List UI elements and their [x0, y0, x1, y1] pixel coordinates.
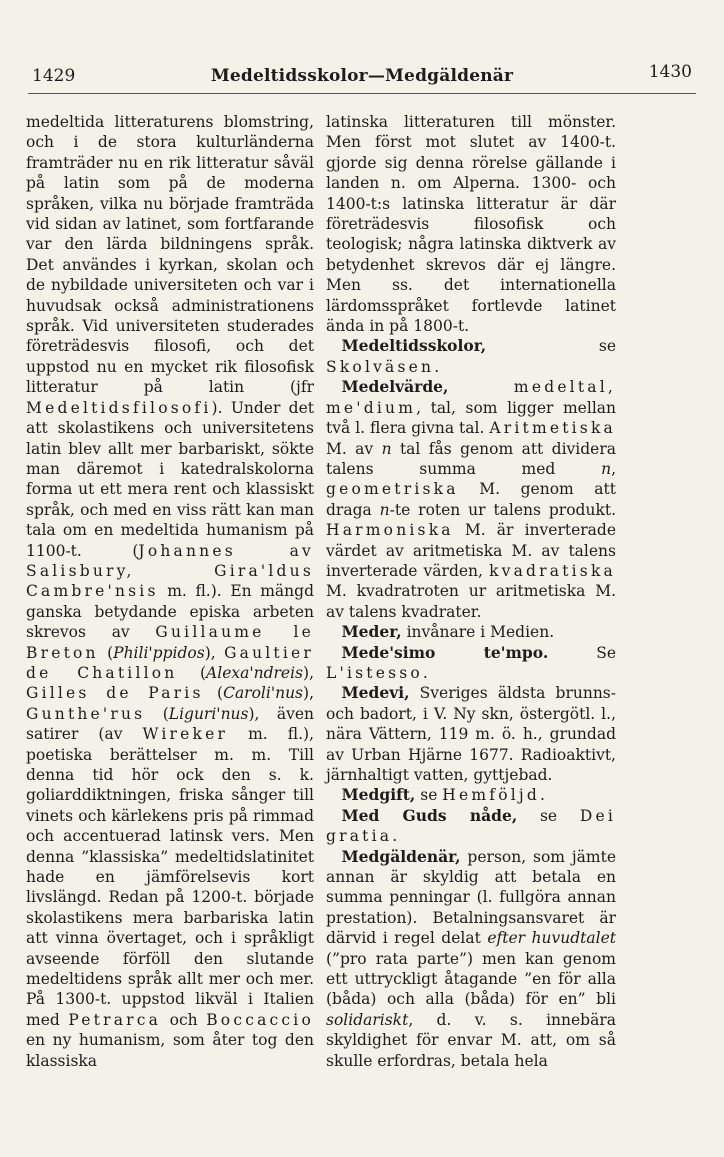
- lemma-medelvarde: Medelvärde,: [341, 377, 449, 397]
- entry-medesimo-tempo: Mede'simo te'mpo. Se L'istesso.: [326, 642, 616, 682]
- crossref-medeltidsfilosofi: Medeltidsfilosofi: [26, 398, 212, 417]
- lemma-medgift: Medgift,: [341, 785, 416, 805]
- running-title: Medeltidsskolor—Medgäldenär: [210, 66, 514, 86]
- lemma-medgaldenar: Medgäldenär,: [341, 846, 461, 866]
- author-gaultier: Gaultier de Chatillon: [26, 643, 314, 682]
- author-boccaccio: Boccaccio: [206, 1010, 314, 1029]
- left-column: [26, 112, 314, 1071]
- entry-medelvarde: Medelvärde, medeltal, me'dium, tal, som ligger mellan två l. flera givna tal. Aritmetiska M. av n tal fås genom att dividera talens summa med n, geometriska M. genom att draga n-te roten ur talens produkt. Harmoniska M. är inverterade värdet av aritmetiska M. av talens inverterade värden, kvadratiska M. kvadratroten ur aritmetiska M. av talens kvadrater.: [326, 377, 617, 621]
- medeltidslatin-continuation: medeltida litteraturens blomstring, och i de stora kulturländerna framträder nu en rik litteratur såväl på latin som på de moderna språken, vilka nu började framträda vid sidan av latinet, som fortfarande var den lärda bildningens språk. Det användes i kyrkan, skolan och de nybildade universiteten och var i huvudsak också administrationens språk. Vid universiteten studerades företrädesvis filosofi, och det uppstod nu en mycket rik filosofisk litteratur på latin (jfr Medeltidsfilosofi). Under det att skolastikens och universitetens latin blev allt mer barbariskt, sökte man däremot i katedralskolorna forma ut ett mera rent och klassiskt språk, och med en viss rätt kan man tala om en medeltida humanism på 1100-t. (Johannes av Salisbury, Gira'ldus Cambre'nsis m. fl.). En mängd ganska betydande episka arbeten skrevos av Guillaume le Breton (Phili'ppidos), Gaultier de Chatillon (Alexa'ndreis), Gilles de Paris (Caroli'nus), Gunthe'rus (Liguri'nus), även satirer (av Wireker m. fl.), poetiska berättelser m. m. Till denna tid hör ock den s. k. goliarddiktningen, friska sånger till vinets och kärlekens pris på rimmad och accentuerad latinsk vers. Men denna ”klassiska” medeltidslatinitet hade en jämförelsevis kort livslängd. Redan på 1200-t. började skolastikens mera barbariska latin att vinna övertaget, och i språkligt avseende förföll den slutande medeltidens språk allt mer och mer. På 1300-t. uppstod likväl i Italien med Petrarca och Boccaccio en ny humanism, som åter tog den klassiska: [26, 113, 315, 1070]
- lemma-medesimo-tempo: Mede'simo te'mpo.: [341, 642, 549, 662]
- right-page-number: 1430: [648, 62, 692, 82]
- crossref-dei-gratia: Dei gratia: [326, 806, 616, 846]
- entry-medevi: Medevi, Sveriges äldsta brunns- och badort, i V. Ny skn, östergötl. l., nära Vättern, 119 m. ö. h., grundad av Urban Hjärne 1677. Radioaktivt, järnhaltigt vatten, gyttjebad.: [326, 683, 616, 784]
- author-wireker: Wireker: [142, 725, 229, 744]
- author-gilles: Gilles de Paris: [26, 684, 204, 703]
- work-carolinus: Caroli'nus: [223, 684, 304, 703]
- page-header: [28, 62, 696, 92]
- right-column: [326, 112, 616, 1071]
- crossref-hemfoljd: Hemföljd: [442, 786, 541, 805]
- entry-meder: Meder, invånare i Medien.: [341, 622, 555, 642]
- work-ligurinus: Liguri'nus: [168, 704, 249, 723]
- lemma-med-guds-nade: Med Guds nåde,: [341, 805, 518, 825]
- crossref-listesso: L'istesso: [326, 663, 423, 682]
- medeltidslatin-end: latinska litteraturen till mönster. Men först mot slutet av 1400-t. gjorde sig denna rörelse gällande i landen n. om Alperna. 1300- och 1400-t:s latinska litteratur är där företrädesvis filosofisk och teologisk; några latinska diktverk av betydenhet skrevos där ej längre. Men ss. det internationella lärdomsspråket fortlevde latinet ända in på 1800-t.: [326, 113, 616, 336]
- work-alexandreis: Alexa'ndreis: [206, 663, 304, 682]
- left-page-number: 1429: [32, 66, 76, 86]
- entry-medeltidsskolor: Medeltidsskolor, se Skolväsen.: [326, 336, 616, 376]
- lemma-medevi: Medevi,: [341, 683, 410, 703]
- crossref-skolvasen: Skolväsen: [326, 357, 435, 376]
- lemma-medeltidsskolor: Medeltidsskolor,: [341, 336, 487, 356]
- header-rule: [28, 93, 696, 94]
- entry-medgaldenar: Medgäldenär, person, som jämte annan är skyldig att betala en summa penningar (l. fullgöra annan prestation). Betalningsansvaret är därvid i regel delat efter huvudtalet (”pro rata parte”) men kan genom ett uttryckligt åtagande ”en för alla (båda) och alla (båda) för en” bli solidariskt, d. v. s. innebära skyldighet för envar M. att, om så skulle erfordras, betala hela: [326, 846, 617, 1070]
- entry-med-guds-nade: Med Guds nåde, se Dei gratia.: [326, 805, 616, 846]
- authors-johannes-giraldus: Johannes av Salisbury, Gira'ldus Cambre'nsis: [26, 541, 314, 601]
- author-petrarca: Petrarca: [68, 1010, 162, 1029]
- author-guillaume: Guillaume le Breton: [26, 623, 315, 662]
- entry-medgift: Medgift, se Hemföljd.: [341, 785, 545, 805]
- work-philippidos: Phili'ppidos: [113, 643, 205, 662]
- lemma-meder: Meder,: [341, 622, 402, 642]
- author-guntherus: Gunthe'rus: [26, 704, 146, 723]
